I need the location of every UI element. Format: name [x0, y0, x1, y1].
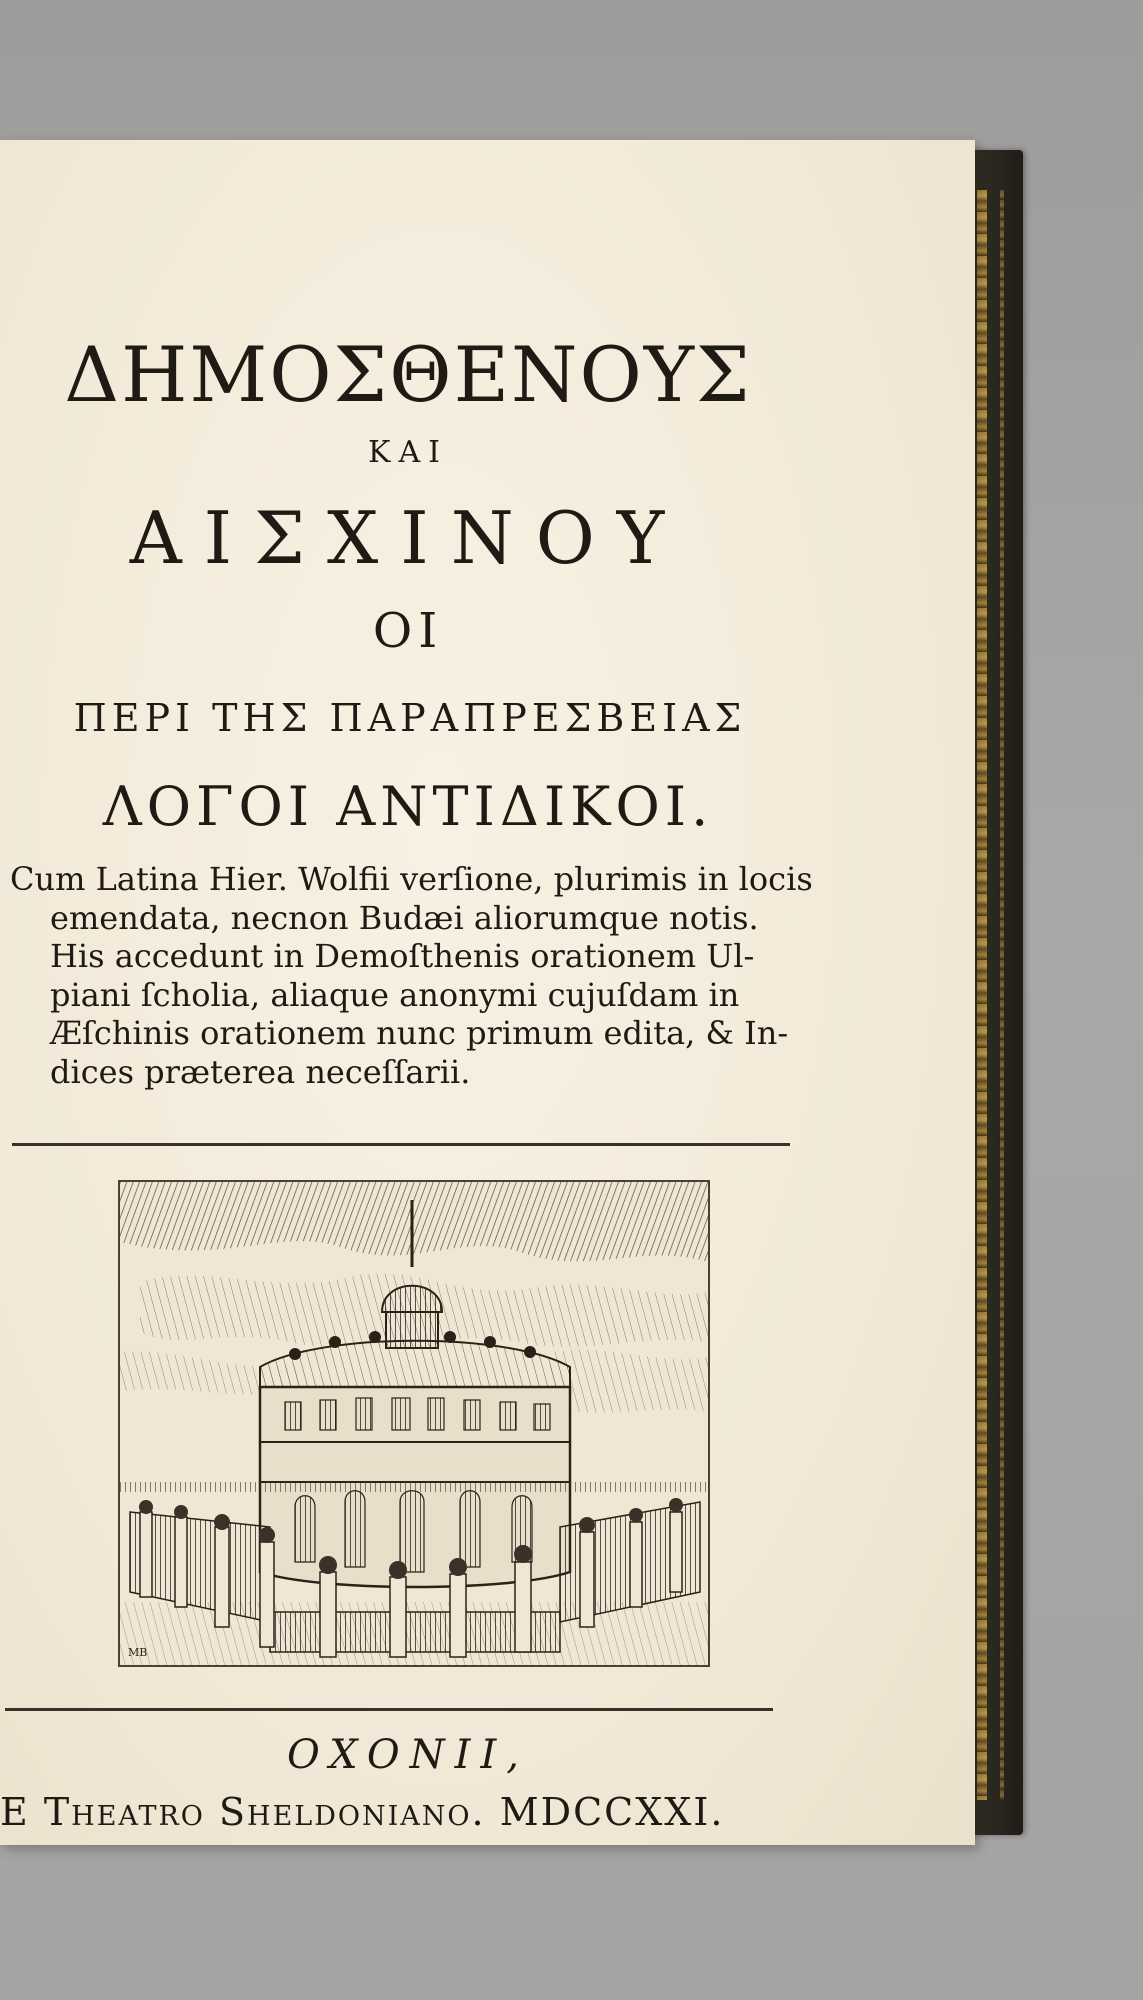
upper-rule [12, 1143, 790, 1146]
sheldonian-theatre-engraving [118, 1180, 710, 1667]
title-page [0, 140, 975, 1845]
imprint-publisher-date: E Theatro Sheldoniano. MDCCXXI. [0, 1790, 725, 1834]
latin-line: Æſchinis orationem nunc primum edita, & In- [50, 1014, 789, 1052]
title-subject: ΠΕΡΙ ΤΗΣ ΠΑΡΑΠΡΕΣΒΕΙΑΣ [73, 696, 747, 740]
gilt-tooling [977, 190, 987, 1800]
imprint-place: OXONII, [287, 1732, 529, 1778]
title-conjunction: ΚΑΙ [368, 435, 448, 470]
latin-line: piani ſcholia, aliaque anonymi cujuſdam in [50, 975, 740, 1014]
latin-line: emendata, necnon Budæi aliorumque notis. [50, 898, 759, 937]
title-article: ΟΙ [372, 603, 444, 659]
title-author-demosthenes: ΔΗΜΟΣΘΕΝΟΥΣ [64, 330, 752, 419]
latin-description [10, 860, 813, 1091]
title-author-aeschines: ΑΙΣΧΙΝΟΥ [129, 496, 687, 580]
latin-line: Cum Latina Hier. Wolfii verſione, plurimis in locis [10, 860, 813, 898]
lower-rule [5, 1708, 773, 1711]
engraver-mark: MB [128, 1646, 148, 1659]
title-orations: ΛΟΓΟΙ ΑΝΤΙΔΙΚΟΙ. [102, 775, 714, 838]
gilt-tooling-inner [1000, 190, 1004, 1800]
latin-line: dices præterea neceſſarii. [50, 1052, 471, 1091]
latin-line: His accedunt in Demoſthenis orationem Ul- [50, 937, 755, 975]
